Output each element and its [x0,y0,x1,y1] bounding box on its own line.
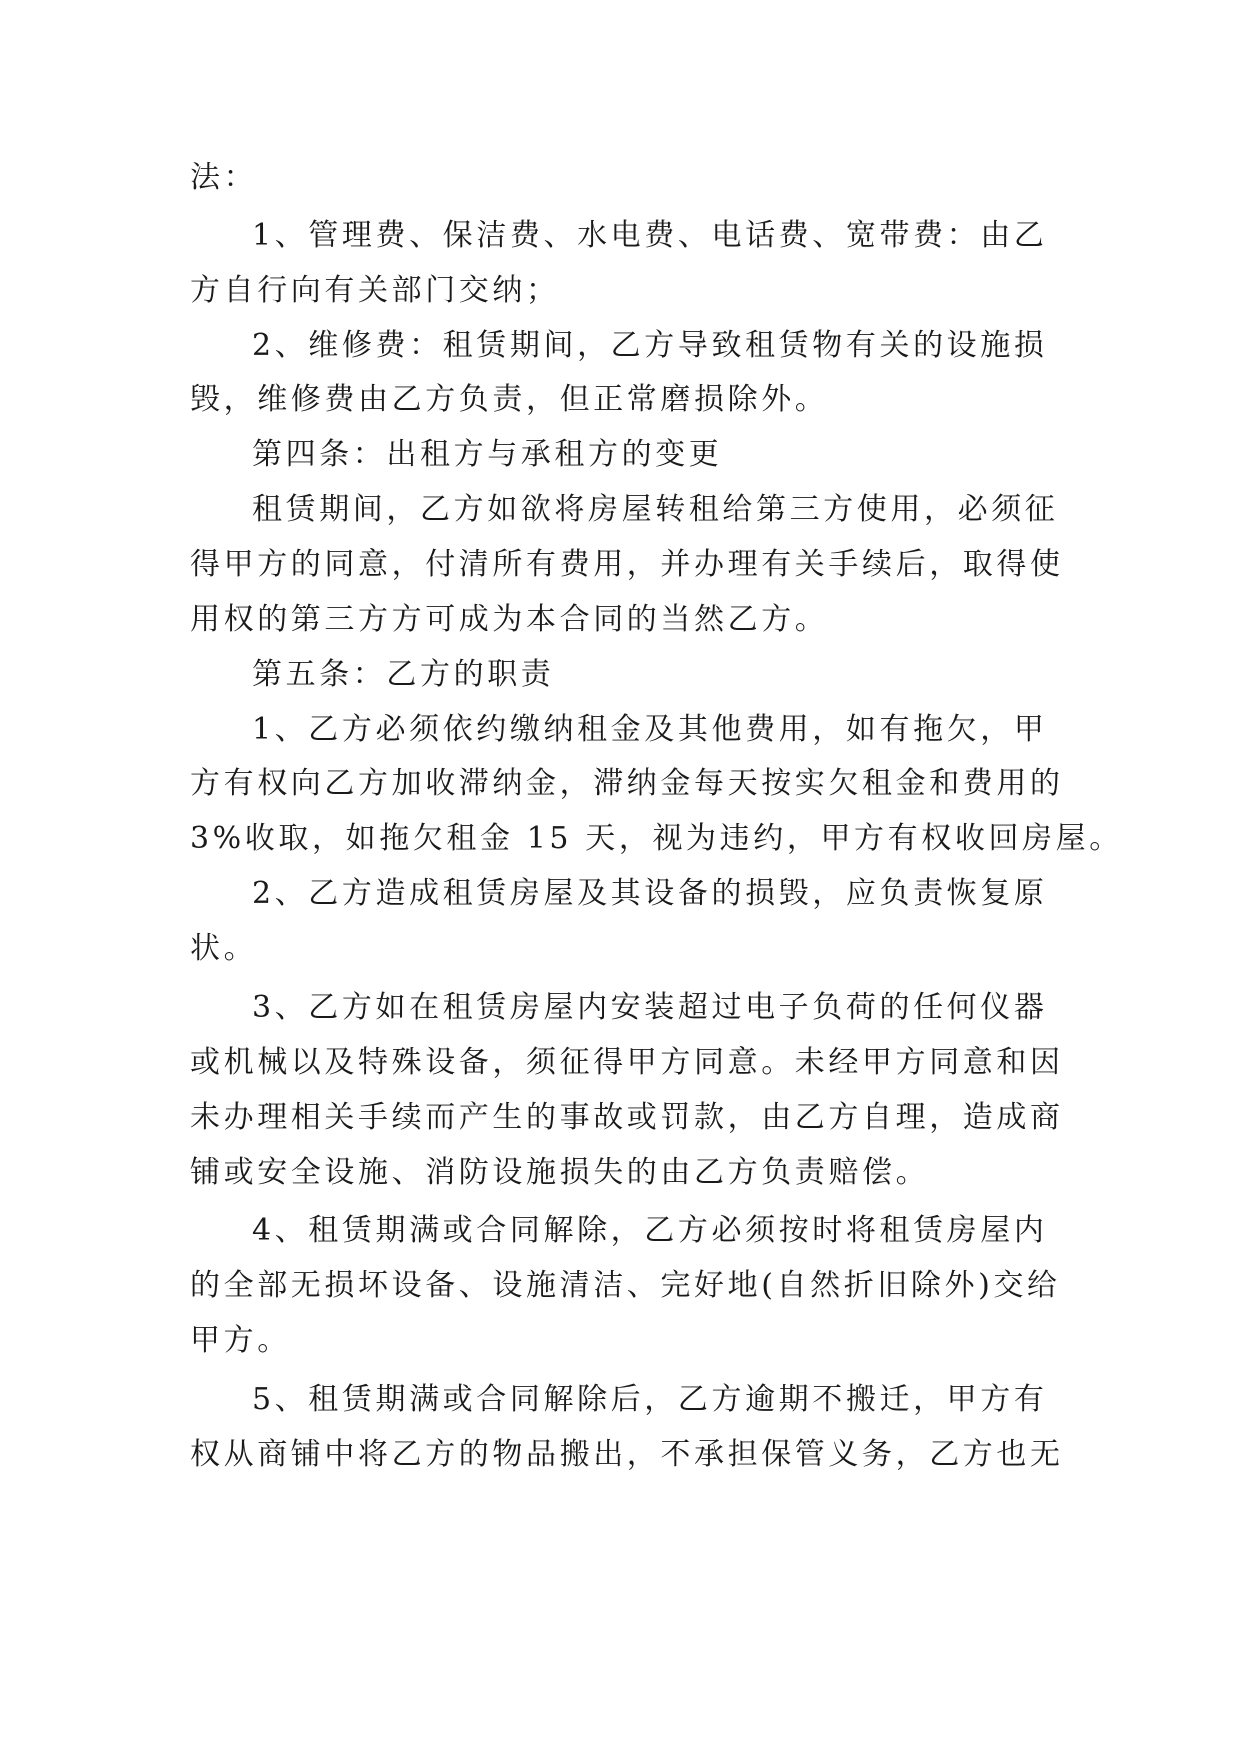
text-line: 租赁期间，乙方如欲将房屋转租给第三方使用，必须征 [252,492,1059,527]
text-line: 用权的第三方方可成为本合同的当然乙方。 [190,602,829,637]
text-line: 2、乙方造成租赁房屋及其设备的损毁，应负责恢复原 [252,876,1048,911]
text-line: 3、乙方如在租赁房屋内安装超过电子负荷的任何仪器 [252,990,1048,1025]
text-line: 5、租赁期满或合同解除后，乙方逾期不搬迁，甲方有 [252,1382,1048,1417]
text-line: 得甲方的同意，付清所有费用，并办理有关手续后，取得使 [190,547,1064,582]
section-heading: 第四条：出租方与承租方的变更 [252,437,723,472]
section-heading: 第五条：乙方的职责 [252,657,555,692]
text-line: 3%收取，如拖欠租金 15 天，视为违约，甲方有权收回房屋。 [190,821,1123,856]
text-line: 1、乙方必须依约缴纳租金及其他费用，如有拖欠，甲 [252,712,1048,747]
text-line: 状。 [190,931,258,966]
text-line: 方有权向乙方加收滞纳金，滞纳金每天按实欠租金和费用的 [190,766,1064,801]
text-line: 1、管理费、保洁费、水电费、电话费、宽带费：由乙 [252,218,1048,253]
text-line: 2、维修费：租赁期间，乙方导致租赁物有关的设施损 [252,328,1048,363]
text-line: 铺或安全设施、消防设施损失的由乙方负责赔偿。 [190,1155,930,1190]
text-line: 未办理相关手续而产生的事故或罚款，由乙方自理，造成商 [190,1100,1064,1135]
text-line: 法： [190,160,258,195]
text-line: 或机械以及特殊设备，须征得甲方同意。未经甲方同意和因 [190,1045,1064,1080]
text-line: 的全部无损坏设备、设施清洁、完好地(自然折旧除外)交给 [190,1268,1061,1303]
text-line: 4、租赁期满或合同解除，乙方必须按时将租赁房屋内 [252,1213,1048,1248]
text-line: 权从商铺中将乙方的物品搬出，不承担保管义务，乙方也无 [190,1437,1064,1472]
text-line: 甲方。 [190,1323,291,1358]
text-line: 毁，维修费由乙方负责，但正常磨损除外。 [190,382,829,417]
text-line: 方自行向有关部门交纳； [190,273,560,308]
